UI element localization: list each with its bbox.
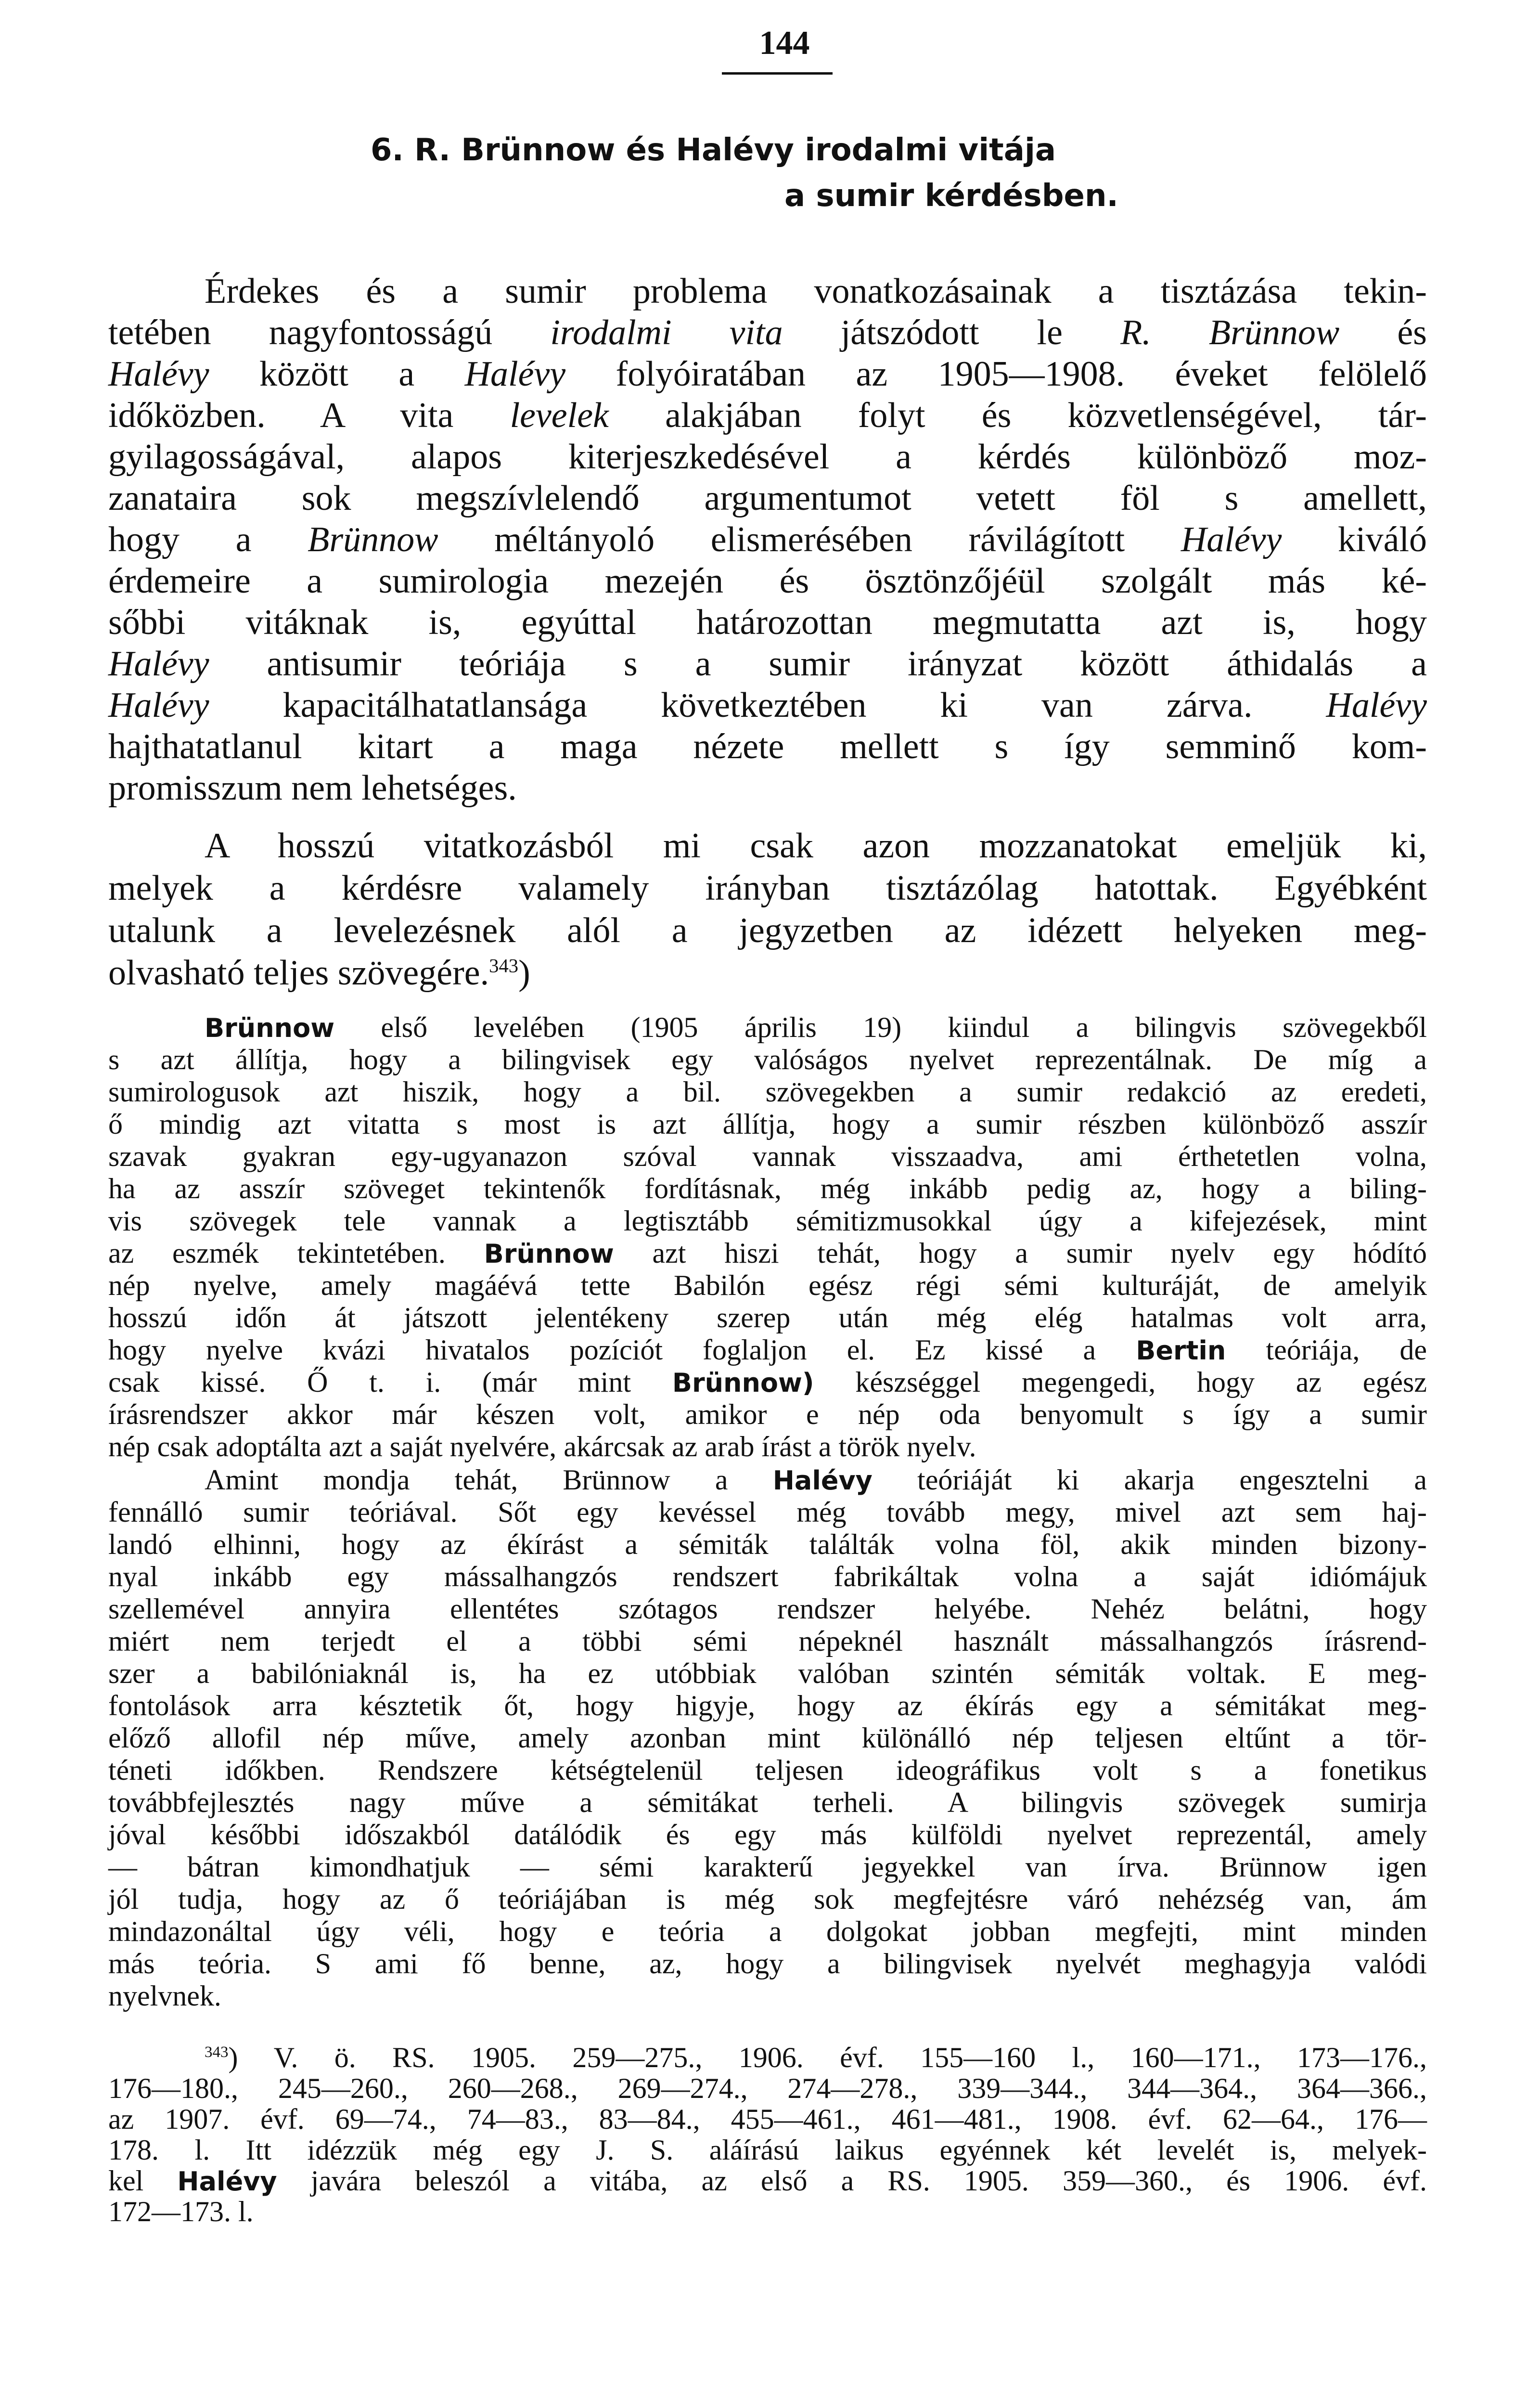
text-segment: kapacitálhatatlansága következtében ki van zárva. [209, 686, 1326, 725]
text-line [108, 1625, 1427, 1657]
text-line [108, 642, 1427, 686]
text-segment: hosszú időn át játszott jelentékeny szerep után még elég hatalmas volt arra, [108, 1302, 1427, 1333]
text-segment: melyek a kérdésre valamely irányban tisztázólag hatottak. Egyébként [108, 868, 1427, 908]
text-segment: zanataira sok megszívlelendő argumentumot vetett föl s amellett, [108, 479, 1427, 518]
text-line [108, 518, 1427, 561]
text-line [108, 270, 1427, 313]
text-line [108, 766, 1427, 810]
text-line [108, 1786, 1427, 1819]
text-segment: időközben. A vita [108, 396, 510, 435]
italic-text: Halévy [108, 644, 209, 684]
text-segment: s azt állítja, hogy a bilingvisek egy valóságos nyelvet reprezentálnak. De míg a [108, 1044, 1427, 1075]
text-line [108, 1366, 1427, 1398]
text-segment: A hosszú vitatkozásból mi csak azon mozzanatokat emeljük ki, [205, 826, 1427, 866]
text-segment: téneti időkben. Rendszere kétségtelenül teljesen ideográfikus volt s a fonetikus [108, 1754, 1427, 1786]
text-line [108, 1689, 1427, 1722]
section-title-line-2: a sumir kérdésben. [784, 178, 1118, 214]
text-line [108, 1721, 1427, 1754]
text-segment: mindazonáltal úgy véli, hogy e teória a dolgokat jobban megfejti, mint minden [108, 1915, 1427, 1947]
text-segment: promisszum nem lehetséges. [108, 768, 517, 808]
italic-text: Brünnow [308, 520, 438, 559]
text-segment: teóriáját ki akarja engesztelni a [872, 1464, 1427, 1496]
text-segment: jól tudja, hogy az ő teóriájában is még sok megfejtésre váró nehézség van, ám [108, 1883, 1427, 1915]
footnote-line [108, 2195, 1427, 2228]
text-segment: hajthatatlanul kitart a maga nézete mellett s így semminő kom- [108, 727, 1427, 766]
text-segment: javára beleszól a vitába, az első a RS. 1905. 359—360., és 1906. évf. [277, 2165, 1427, 2197]
text-line [108, 1592, 1427, 1625]
text-segment: első levelében (1905 április 19) kiindul a bilingvis szövegekből [334, 1011, 1427, 1043]
footnote-ref: 343 [205, 2044, 229, 2061]
footnote-ref: 343 [489, 955, 519, 977]
text-line [108, 867, 1427, 910]
text-line [108, 1560, 1427, 1593]
italic-text: Halévy [464, 354, 566, 394]
text-segment: 172—173. l. [108, 2196, 254, 2227]
text-segment: nyelvnek. [108, 1980, 221, 2012]
footnote-line [108, 2134, 1427, 2166]
text-line [108, 1947, 1427, 1980]
italic-text: irodalmi vita [550, 313, 783, 352]
text-segment: és [1339, 313, 1427, 352]
text-segment: sőbbi vitáknak is, egyúttal határozottan megmutatta azt is, hogy [108, 603, 1427, 642]
bold-name: Bertin [1136, 1335, 1226, 1366]
text-line [108, 1754, 1427, 1786]
text-segment: — bátran kimondhatjuk — sémi karakterű jegyekkel van írva. Brünnow igen [108, 1851, 1427, 1883]
text-segment: fontolások arra késztetik őt, hogy higyje, hogy az ékírás egy a sémitákat meg- [108, 1690, 1427, 1721]
text-segment: szavak gyakran egy-ugyanazon szóval vannak visszaadva, ami érthetetlen volna, [108, 1140, 1427, 1172]
text-segment: azt hiszi tehát, hogy a sumir nyelv egy hódító [614, 1237, 1427, 1269]
text-segment: más teória. S ami fő benne, az, hogy a bilingvisek nyelvét meghagyja valódi [108, 1948, 1427, 1980]
text-line [108, 1528, 1427, 1561]
bold-name: Brünnow [484, 1239, 614, 1269]
text-segment: írásrendszer akkor már készen volt, amikor e nép oda benyomult s így a sumir [108, 1398, 1427, 1430]
text-line [108, 824, 1427, 867]
text-segment: jóval későbbi időszakból datálódik és egy más külföldi nyelvet reprezentál, amely [108, 1819, 1427, 1851]
text-line [108, 435, 1427, 479]
text-line [108, 684, 1427, 727]
text-segment: 178. l. Itt idézzük még egy J. S. aláírású laikus egyénnek két levelét is, melyek- [108, 2134, 1427, 2166]
text-segment: nép nyelve, amely magáévá tette Babilón egész régi sémi kulturáját, de amelyik [108, 1269, 1427, 1301]
text-line [108, 601, 1427, 644]
text-segment: ő mindig azt vitatta s most is azt állítja, hogy a sumir részben különböző asszír [108, 1108, 1427, 1140]
text-segment: hogy nyelve kvázi hivatalos pozíciót foglaljon el. Ez kissé a [108, 1334, 1136, 1366]
text-segment: játszódott le [783, 313, 1121, 352]
text-segment: miért nem terjedt el a többi sémi népeknél használt mássalhangzós írásrend- [108, 1625, 1427, 1657]
section-title-line-1: 6. R. Brünnow és Halévy irodalmi vitája [371, 132, 1056, 168]
text-line [108, 1818, 1427, 1851]
text-segment: továbbfejlesztés nagy műve a sémitákat terheli. A bilingvis szövegek sumirja [108, 1786, 1427, 1818]
italic-text: Halévy [108, 686, 209, 725]
text-segment: nép csak adoptálta azt a saját nyelvére, akárcsak az arab írást a török nyelv. [108, 1431, 976, 1462]
text-line [108, 1237, 1427, 1269]
text-segment: ha az asszír szöveget tekintenők fordításnak, még inkább pedig az, hogy a biling- [108, 1173, 1427, 1204]
text-segment: méltányoló elismerésében rávilágított [438, 520, 1181, 559]
text-segment: olvasható teljes szövegére. [108, 953, 489, 993]
text-segment: szer a babilóniaknál is, ha ez utóbbiak valóban szintén sémiták voltak. E meg- [108, 1657, 1427, 1689]
text-line [108, 1011, 1427, 1044]
text-line [108, 352, 1427, 396]
text-line [108, 1657, 1427, 1690]
text-segment: ) [518, 953, 530, 993]
text-line [108, 1204, 1427, 1237]
bold-name: Halévy [177, 2166, 277, 2197]
text-segment: érdemeire a sumirologia mezején és ösztönzőjéül szolgált más ké- [108, 561, 1427, 601]
text-line [108, 394, 1427, 437]
text-line [108, 1915, 1427, 1948]
text-segment: kel [108, 2165, 178, 2197]
text-segment: ) V. ö. RS. 1905. 259—275., 1906. évf. 155—160 l., 160—171., 173—176., [228, 2042, 1427, 2073]
footnote-line [108, 2164, 1427, 2197]
text-line [108, 1108, 1427, 1140]
text-line [108, 1430, 1427, 1463]
text-line [108, 1172, 1427, 1205]
text-line [108, 1301, 1427, 1334]
footnote-line [108, 2103, 1427, 2135]
text-line [108, 1269, 1427, 1302]
text-segment: kiváló [1282, 520, 1427, 559]
text-segment: készséggel megengedi, hogy az egész [814, 1366, 1427, 1398]
text-segment: landó elhinni, hogy az ékírást a sémiták találták volna föl, akik minden bizony- [108, 1528, 1427, 1560]
text-line [108, 477, 1427, 520]
text-line [108, 1851, 1427, 1883]
text-segment: előző allofil nép műve, amely azonban mint különálló nép teljesen eltűnt a tör- [108, 1722, 1427, 1754]
text-line [108, 1043, 1427, 1076]
text-segment: tetében nagyfontosságú [108, 313, 551, 352]
text-segment: között a [209, 354, 465, 394]
text-line [108, 1140, 1427, 1173]
text-line [108, 1883, 1427, 1915]
page-number: 144 [759, 25, 810, 62]
text-line [108, 1980, 1427, 2012]
italic-text: Halévy [108, 354, 209, 394]
text-line [108, 1463, 1427, 1496]
italic-text: Halévy [1181, 520, 1282, 559]
page-number-rule [722, 72, 833, 75]
italic-text: R. Brünnow [1120, 313, 1340, 352]
text-line [108, 1496, 1427, 1528]
bold-name: Brünnow [205, 1013, 335, 1043]
text-segment: szellemével annyira ellentétes szótagos rendszer helyébe. Nehéz belátni, hogy [108, 1593, 1427, 1625]
text-line [108, 1333, 1427, 1366]
text-segment: antisumir teóriája s a sumir irányzat között áthidalás a [209, 644, 1427, 684]
footnote-line [108, 2041, 1427, 2074]
text-line [108, 311, 1427, 354]
text-segment: utalunk a levelezésnek alól a jegyzetben az idézett helyeken meg- [108, 911, 1427, 950]
italic-text: Halévy [1326, 686, 1427, 725]
text-segment: az eszmék tekintetében. [108, 1237, 484, 1269]
text-line [108, 1398, 1427, 1431]
text-segment: csak kissé. Ő t. i. (már mint [108, 1366, 672, 1398]
footnote-line [108, 2072, 1427, 2105]
text-segment: nyal inkább egy mássalhangzós rendszert fabrikáltak volna a saját idiómájuk [108, 1561, 1427, 1592]
text-segment: folyóiratában az 1905—1908. éveket felölelő [565, 354, 1427, 394]
text-line [108, 559, 1427, 603]
text-segment: sumirologusok azt hiszik, hogy a bil. szövegekben a sumir redakció az eredeti, [108, 1076, 1427, 1108]
text-segment: Érdekes és a sumir problema vonatkozásainak a tisztázása tekin- [205, 272, 1427, 311]
italic-text: levelek [510, 396, 609, 435]
text-line [108, 725, 1427, 768]
text-segment: teóriája, de [1226, 1334, 1427, 1366]
text-segment: hogy a [108, 520, 308, 559]
text-segment: alakjában folyt és közvetlenségével, tár- [608, 396, 1427, 435]
text-line [108, 1075, 1427, 1108]
text-segment: vis szövegek tele vannak a legtisztább sémitizmusokkal úgy a kifejezések, mint [108, 1205, 1427, 1237]
text-segment: 176—180., 245—260., 260—268., 269—274., 274—278., 339—344., 344—364., 364—366., [108, 2072, 1427, 2104]
text-segment: fennálló sumir teóriával. Sőt egy kevéssel még tovább megy, mivel azt sem haj- [108, 1496, 1427, 1528]
bold-name: Halévy [772, 1465, 873, 1496]
text-segment: az 1907. évf. 69—74., 74—83., 83—84., 455—461., 461—481., 1908. évf. 62—64., 176— [108, 2103, 1427, 2135]
text-line [108, 909, 1427, 952]
text-segment: Amint mondja tehát, Brünnow a [205, 1464, 773, 1496]
text-line [108, 951, 1427, 995]
text-segment: gyilagosságával, alapos kiterjeszkedésével a kérdés különböző moz- [108, 437, 1427, 477]
bold-name: Brünnow) [672, 1368, 814, 1398]
